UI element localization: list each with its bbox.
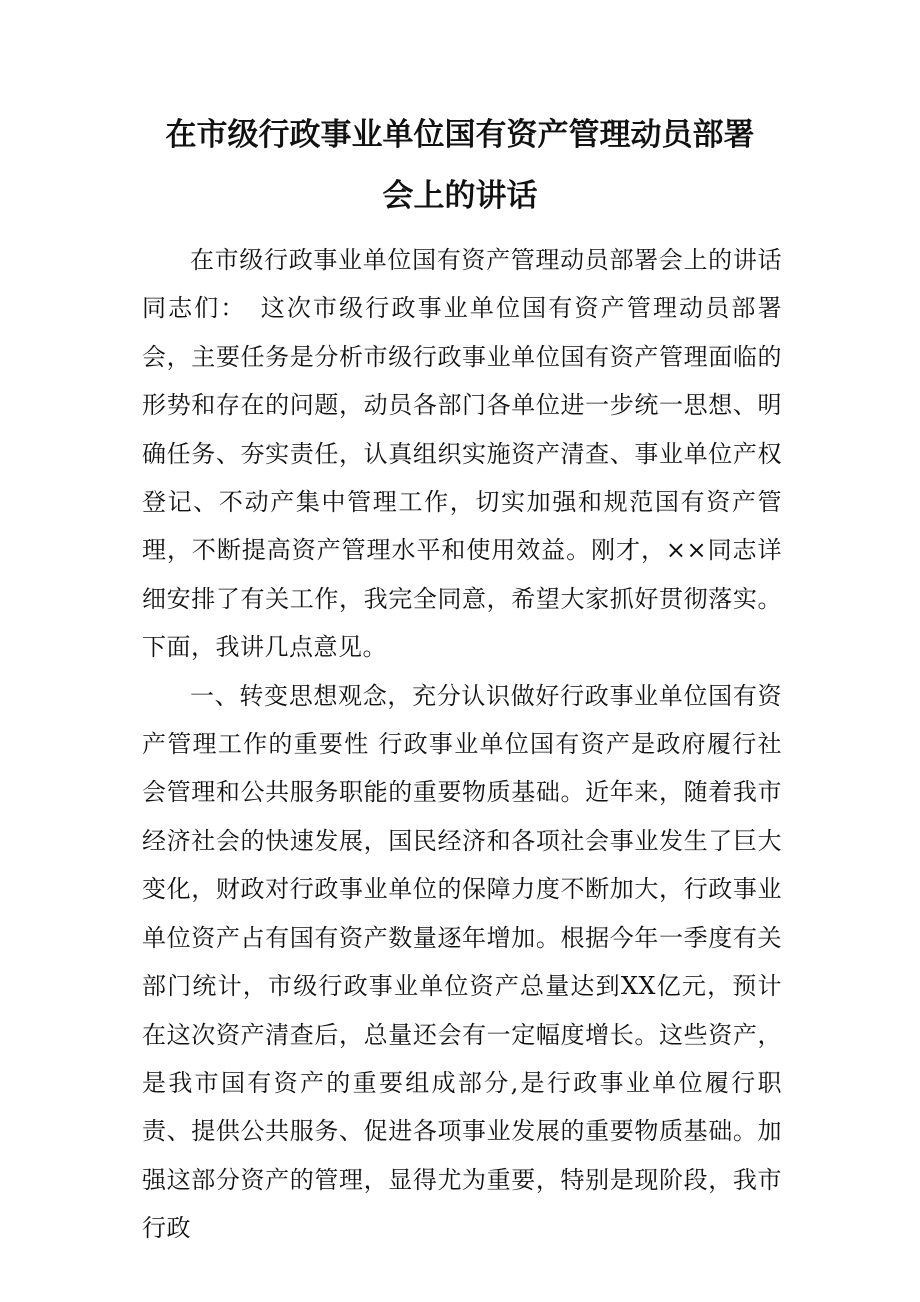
paragraph-opening: 在市级行政事业单位国有资产管理动员部署会上的讲话 同志们： 这次市级行政事业单位国有资产管理动员部署会，主要任务是分析市级行政事业单位国有资产管理面临的形势和存在的问题，动员各部门各单位进一步统一思想、明确任务、夯实责任，认真组织实施资产清查、事业单位产权登记、不动产集中管理工作，切实加强和规范国有资产管理，不断提高资产管理水平和使用效益。刚才，××同志详细安排了有关工作，我完全同意，希望大家抓好贯彻落实。下面，我讲几点意见。	[142, 246, 807, 662]
paragraph-section-one: 一、转变思想观念，充分认识做好行政事业单位国有资产管理工作的重要性 行政事业单位国有资产是政府履行社会管理和公共服务职能的重要物质基础。近年来，随着我市经济社会的快速发展，国民经济和各项社会事业发生了巨大变化，财政对行政事业单位的保障力度不断加大，行政事业单位资产占有国有资产数量逐年增加。根据今年一季度有关部门统计，市级行政事业单位资产总量达到XX亿元，预计在这次资产清查后，总量还会有一定幅度增长。这些资产，是我市国有资产的重要组成部分,是行政事业单位履行职责、提供公共服务、促进各项事业发展的重要物质基础。加强这部分资产的管理，显得尤为重要，特别是现阶段，我市行政	[142, 681, 782, 1243]
document-title-line-1: 在市级行政事业单位国有资产管理动员部署	[165, 117, 755, 153]
document-body	[142, 236, 807, 1253]
document-title-line-2: 会上的讲话	[382, 178, 538, 214]
